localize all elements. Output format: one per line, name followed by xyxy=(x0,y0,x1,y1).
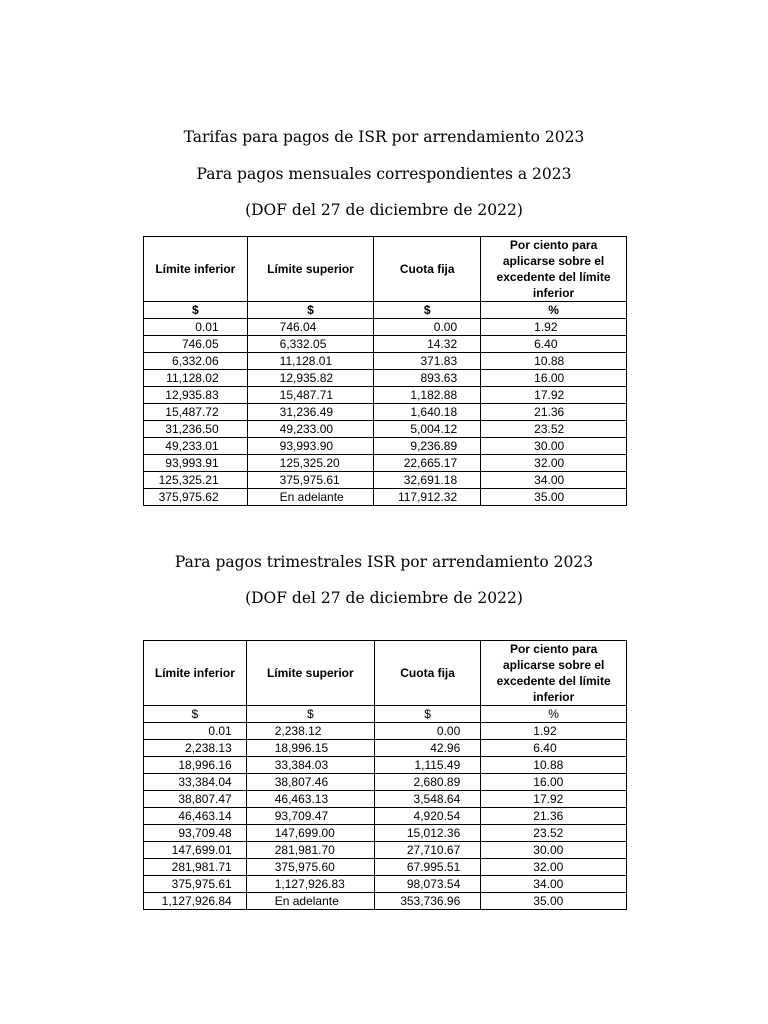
header-limite-superior: Límite superior xyxy=(246,641,374,706)
header-cuota-fija: Cuota fija xyxy=(374,641,480,706)
table-row xyxy=(144,859,627,876)
cell-limite-superior: En adelante xyxy=(247,489,374,506)
cell-por-ciento: 30.00 xyxy=(481,438,627,455)
quarterly-title: Para pagos trimestrales ISR por arrendamiento 2023 xyxy=(174,553,594,571)
table-row xyxy=(144,455,627,472)
cell-limite-superior: En adelante xyxy=(246,893,374,910)
unit-cell: % xyxy=(481,706,627,723)
table-row xyxy=(144,319,627,336)
quarterly-table-body xyxy=(144,723,627,910)
cell-por-ciento: 6.40 xyxy=(481,740,627,757)
units-row xyxy=(144,302,627,319)
header-limite-superior: Límite superior xyxy=(247,237,374,302)
cell-limite-inferior: 1,127,926.84 xyxy=(144,893,247,910)
cell-por-ciento: 10.88 xyxy=(481,757,627,774)
table-row xyxy=(144,336,627,353)
cell-limite-superior: 46,463.13 xyxy=(246,791,374,808)
cell-limite-inferior: 38,807.47 xyxy=(144,791,247,808)
table-row xyxy=(144,353,627,370)
cell-limite-superior: 147,699.00 xyxy=(246,825,374,842)
cell-limite-inferior: 31,236.50 xyxy=(144,421,248,438)
cell-cuota-fija: 98,073.54 xyxy=(374,876,480,893)
table-row xyxy=(144,893,627,910)
cell-limite-superior: 18,996.15 xyxy=(246,740,374,757)
header-row xyxy=(144,641,627,706)
cell-limite-superior: 31,236.49 xyxy=(247,404,374,421)
cell-limite-superior: 15,487.71 xyxy=(247,387,374,404)
cell-limite-superior: 2,238.12 xyxy=(246,723,374,740)
cell-limite-superior: 49,233.00 xyxy=(247,421,374,438)
cell-limite-inferior: 0.01 xyxy=(144,319,248,336)
dof-note-monthly: (DOF del 27 de diciembre de 2022) xyxy=(245,201,523,219)
table-row xyxy=(144,472,627,489)
cell-por-ciento: 21.36 xyxy=(481,404,627,421)
cell-por-ciento: 17.92 xyxy=(481,387,627,404)
table-row xyxy=(144,438,627,455)
header-cuota-fija: Cuota fija xyxy=(374,237,481,302)
header-limite-inferior: Límite inferior xyxy=(144,641,247,706)
cell-cuota-fija: 371.83 xyxy=(374,353,481,370)
cell-por-ciento: 30.00 xyxy=(481,842,627,859)
table-row xyxy=(144,404,627,421)
cell-por-ciento: 34.00 xyxy=(481,472,627,489)
cell-por-ciento: 1.92 xyxy=(481,723,627,740)
cell-cuota-fija: 42.96 xyxy=(374,740,480,757)
cell-limite-superior: 125,325.20 xyxy=(247,455,374,472)
cell-limite-inferior: 125,325.21 xyxy=(144,472,248,489)
cell-limite-superior: 746.04 xyxy=(247,319,374,336)
table-row xyxy=(144,825,627,842)
cell-cuota-fija: 67.995.51 xyxy=(374,859,480,876)
cell-limite-superior: 375,975.60 xyxy=(246,859,374,876)
cell-limite-inferior: 375,975.61 xyxy=(144,876,247,893)
cell-limite-superior: 12,935.82 xyxy=(247,370,374,387)
header-limite-inferior: Límite inferior xyxy=(144,237,248,302)
table-row xyxy=(144,808,627,825)
cell-por-ciento: 10.88 xyxy=(481,353,627,370)
cell-por-ciento: 16.00 xyxy=(481,774,627,791)
cell-limite-inferior: 746.05 xyxy=(144,336,248,353)
cell-por-ciento: 21.36 xyxy=(481,808,627,825)
cell-limite-superior: 38,807.46 xyxy=(246,774,374,791)
main-title: Tarifas para pagos de ISR por arrendamiento 2023 xyxy=(183,128,585,146)
cell-por-ciento: 32.00 xyxy=(481,455,627,472)
unit-cell: $ xyxy=(374,706,480,723)
cell-limite-inferior: 0.01 xyxy=(144,723,247,740)
header-por-ciento: Por ciento para aplicarse sobre el excedente del límite inferior xyxy=(481,237,627,302)
cell-cuota-fija: 14.32 xyxy=(374,336,481,353)
cell-cuota-fija: 27,710.67 xyxy=(374,842,480,859)
header-por-ciento: Por ciento para aplicarse sobre el excedente del límite inferior xyxy=(481,641,627,706)
cell-limite-inferior: 147,699.01 xyxy=(144,842,247,859)
cell-cuota-fija: 0.00 xyxy=(374,723,480,740)
cell-limite-superior: 93,709.47 xyxy=(246,808,374,825)
cell-por-ciento: 17.92 xyxy=(481,791,627,808)
cell-por-ciento: 34.00 xyxy=(481,876,627,893)
unit-cell: $ xyxy=(374,302,481,319)
unit-cell: $ xyxy=(246,706,374,723)
cell-limite-superior: 1,127,926.83 xyxy=(246,876,374,893)
cell-cuota-fija: 893.63 xyxy=(374,370,481,387)
cell-cuota-fija: 22,665.17 xyxy=(374,455,481,472)
cell-por-ciento: 35.00 xyxy=(481,489,627,506)
cell-limite-inferior: 46,463.14 xyxy=(144,808,247,825)
cell-cuota-fija: 9,236.89 xyxy=(374,438,481,455)
table-row xyxy=(144,774,627,791)
monthly-subtitle: Para pagos mensuales correspondientes a 2023 xyxy=(196,165,572,183)
cell-cuota-fija: 4,920.54 xyxy=(374,808,480,825)
unit-cell: $ xyxy=(144,706,247,723)
cell-cuota-fija: 117,912.32 xyxy=(374,489,481,506)
cell-por-ciento: 32.00 xyxy=(481,859,627,876)
cell-limite-superior: 93,993.90 xyxy=(247,438,374,455)
table-row xyxy=(144,757,627,774)
table-row xyxy=(144,723,627,740)
cell-limite-superior: 281,981.70 xyxy=(246,842,374,859)
cell-limite-inferior: 93,709.48 xyxy=(144,825,247,842)
cell-por-ciento: 23.52 xyxy=(481,421,627,438)
monthly-table-body xyxy=(144,319,627,506)
cell-limite-superior: 11,128.01 xyxy=(247,353,374,370)
dof-note-quarterly: (DOF del 27 de diciembre de 2022) xyxy=(245,589,523,607)
table-row xyxy=(144,387,627,404)
cell-cuota-fija: 5,004.12 xyxy=(374,421,481,438)
table-row xyxy=(144,421,627,438)
cell-por-ciento: 35.00 xyxy=(481,893,627,910)
table-row xyxy=(144,791,627,808)
table-row xyxy=(144,370,627,387)
cell-cuota-fija: 1,640.18 xyxy=(374,404,481,421)
cell-cuota-fija: 15,012.36 xyxy=(374,825,480,842)
cell-limite-inferior: 12,935.83 xyxy=(144,387,248,404)
table-row xyxy=(144,489,627,506)
cell-limite-inferior: 2,238.13 xyxy=(144,740,247,757)
quarterly-rate-table xyxy=(143,640,627,910)
cell-limite-inferior: 93,993.91 xyxy=(144,455,248,472)
cell-cuota-fija: 1,115.49 xyxy=(374,757,480,774)
cell-limite-superior: 375,975.61 xyxy=(247,472,374,489)
cell-limite-inferior: 11,128.02 xyxy=(144,370,248,387)
cell-cuota-fija: 1,182.88 xyxy=(374,387,481,404)
table-row xyxy=(144,740,627,757)
cell-limite-superior: 6,332.05 xyxy=(247,336,374,353)
unit-cell: $ xyxy=(144,302,248,319)
cell-por-ciento: 6.40 xyxy=(481,336,627,353)
cell-cuota-fija: 0.00 xyxy=(374,319,481,336)
units-row xyxy=(144,706,627,723)
cell-por-ciento: 23.52 xyxy=(481,825,627,842)
cell-cuota-fija: 3,548.64 xyxy=(374,791,480,808)
cell-limite-inferior: 15,487.72 xyxy=(144,404,248,421)
cell-limite-inferior: 18,996.16 xyxy=(144,757,247,774)
table-row xyxy=(144,876,627,893)
table-row xyxy=(144,842,627,859)
cell-por-ciento: 16.00 xyxy=(481,370,627,387)
unit-cell: $ xyxy=(247,302,374,319)
cell-limite-superior: 33,384.03 xyxy=(246,757,374,774)
cell-limite-inferior: 375,975.62 xyxy=(144,489,248,506)
monthly-rate-table xyxy=(143,236,627,506)
cell-cuota-fija: 353,736.96 xyxy=(374,893,480,910)
header-row xyxy=(144,237,627,302)
cell-cuota-fija: 2,680.89 xyxy=(374,774,480,791)
cell-cuota-fija: 32,691.18 xyxy=(374,472,481,489)
cell-limite-inferior: 6,332.06 xyxy=(144,353,248,370)
cell-limite-inferior: 281,981.71 xyxy=(144,859,247,876)
cell-limite-inferior: 49,233.01 xyxy=(144,438,248,455)
unit-cell: % xyxy=(481,302,627,319)
cell-por-ciento: 1.92 xyxy=(481,319,627,336)
cell-limite-inferior: 33,384.04 xyxy=(144,774,247,791)
